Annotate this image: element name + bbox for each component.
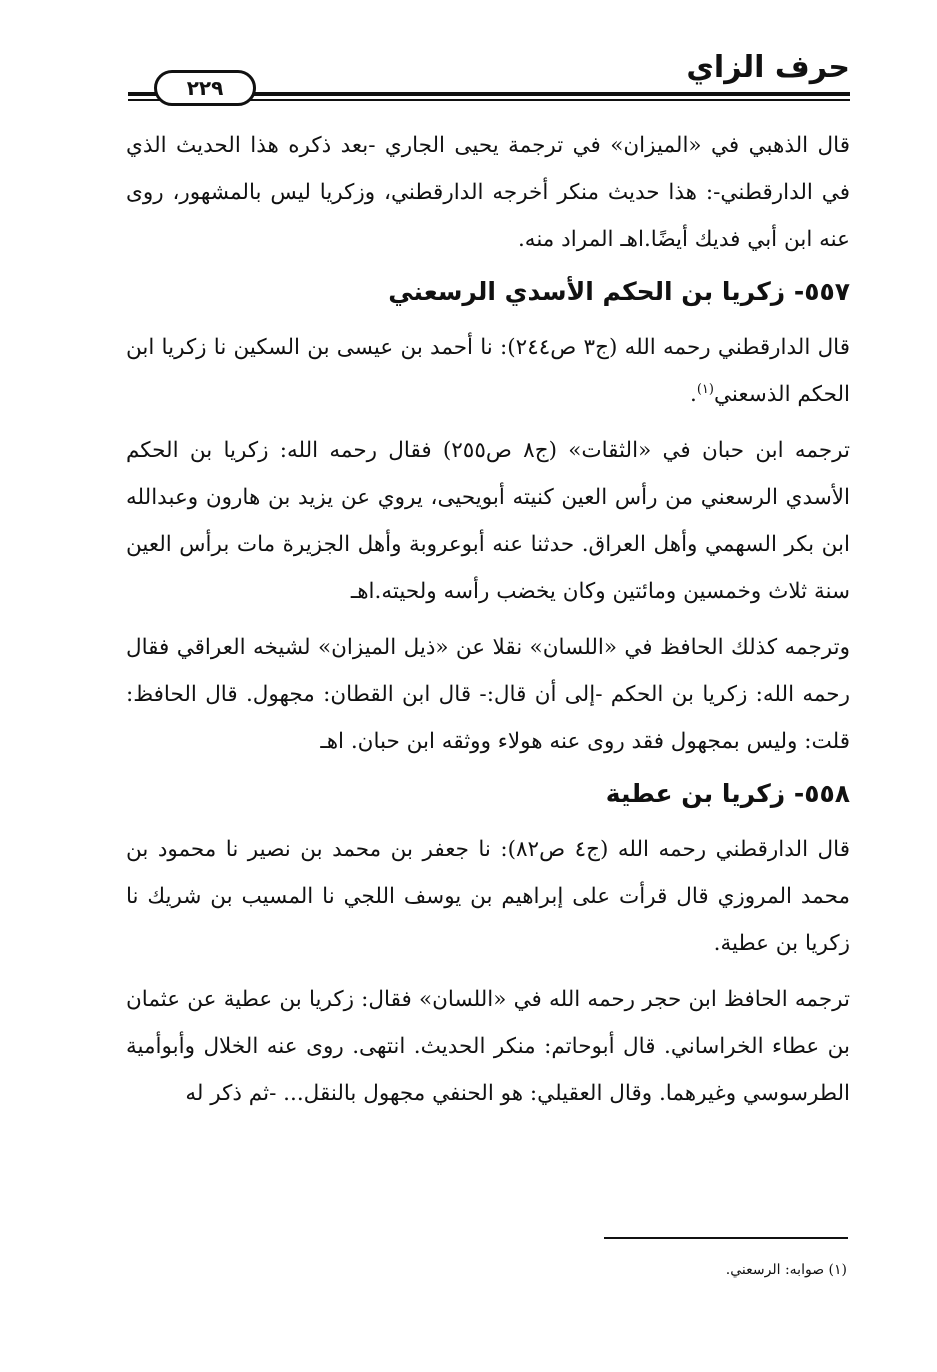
paragraph-4: وترجمه كذلك الحافظ في «اللسان» نقلا عن «ذيل الميزان» لشيخه العراقي فقال رحمه الله: زكريا بن الحكم -إلى أن قال:- قال ابن القطان: مجهول. قال الحافظ: قلت: وليس بمجهول فقد روى عنه هولاء ووثقه ابن حبان. اهـ (126, 635, 850, 754)
entry-558-title: ٥٥٨- زكريا بن عطية (605, 779, 850, 808)
paragraph-2-text: قال الدارقطني رحمه الله (ج٣ ص٢٤٤): نا أحمد بن عيسى بن السكين نا زكريا ابن الحكم الذسعني (126, 335, 851, 407)
entry-557-title: ٥٥٧- زكريا بن الحكم الأسدي الرسعني (388, 277, 850, 306)
paragraph-2 (126, 324, 850, 418)
paragraph-2-end: . (689, 382, 697, 407)
paragraph-6: ترجمه الحافظ ابن حجر رحمه الله في «اللسان» فقال: زكريا بن عطية عن عثمان بن عطاء الخراساني. قال أبوحاتم: منكر الحديث. انتهى. روى عنه الخلال وأبوأمية الطرسوسي وغيرهما. وقال العقيلي: هو الحنفي مجهول بالنقل... -ثم ذكر له (126, 987, 850, 1106)
page-number: ٢٢٩ (154, 70, 256, 106)
footnote: (١) صوابه: الرسعني. (725, 1262, 847, 1278)
running-title: حرف الزاي (686, 50, 850, 85)
footnote-marker[interactable]: (١) (696, 381, 714, 397)
page-header (128, 48, 850, 108)
page-body (126, 122, 850, 1126)
paragraph-3: ترجمه ابن حبان في «الثقات» (ج٨ ص٢٥٥) فقال رحمه الله: زكريا بن الحكم الأسدي الرسعني من رأس العين كنيته أبويحيى، يروي عن يزيد بن هارون وعبدالله ابن بكر السهمي وأهل العراق. حدثنا عنه أبوعروبة وأهل الجزيرة مات برأس العين سنة ثلاث وخمسين ومائتين وكان يخضب رأسه ولحيته.اهـ (126, 438, 850, 604)
footnote-divider (604, 1237, 848, 1239)
paragraph-1: قال الذهبي في «الميزان» في ترجمة يحيى الجاري -بعد ذكره هذا الحديث الذي في الدارقطني-: هذا حديث منكر أخرجه الدارقطني، وزكريا ليس بالمشهور، روى عنه ابن أبي فديك أيضًا.اهـ المراد منه. (126, 133, 850, 252)
paragraph-5: قال الدارقطني رحمه الله (ج٤ ص٨٢): نا جعفر بن محمد بن نصير نا محمود بن محمد المروزي قال قرأت على إبراهيم بن يوسف اللجي نا المسيب بن شريك نا زكريا بن عطية. (126, 837, 851, 956)
